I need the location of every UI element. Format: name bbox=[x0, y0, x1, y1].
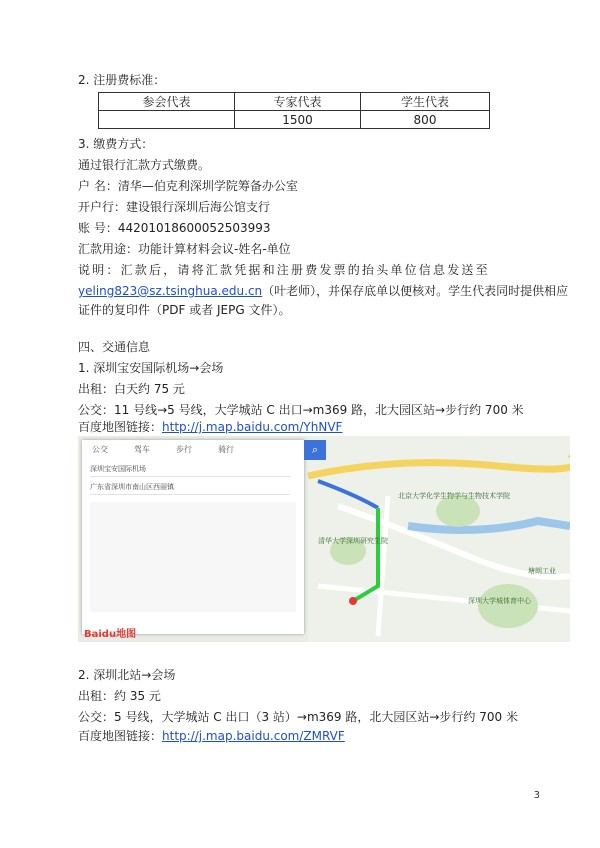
map-destination-field[interactable]: 广东省深圳市南山区西丽镇 bbox=[90, 480, 290, 495]
fee-value: 1500 bbox=[235, 111, 361, 129]
bank-name: 开户行：建设银行深圳后海公馆支行 bbox=[78, 200, 271, 214]
payment-note-line3: 证件的复印件（PDF 或者 JEPG 文件）。 bbox=[78, 303, 291, 317]
route1-title: 1. 深圳宝安国际机场→会场 bbox=[78, 361, 224, 375]
account-number: 账 号：44201018600052503993 bbox=[78, 221, 271, 235]
route2-taxi: 出租：约 35 元 bbox=[78, 689, 161, 703]
route1-bus: 公交：11 号线→5 号线，大学城站 C 出口→m369 路，北大园区站→步行约 700 米 bbox=[78, 403, 524, 417]
traffic-heading: 四、交通信息 bbox=[78, 340, 151, 354]
baidu-logo: Baidu地图 bbox=[84, 629, 137, 640]
map-origin-field[interactable]: 深圳宝安国际机场 bbox=[90, 462, 290, 477]
payment-note: 说明：汇款后，请将汇款凭据和注册费发票的抬头单位信息发送至 bbox=[78, 263, 490, 277]
route-map bbox=[78, 436, 570, 642]
payment-note-line2 bbox=[78, 283, 568, 300]
account-name: 户 名：清华—伯克利深圳学院筹备办公室 bbox=[78, 179, 298, 193]
route1-map-line bbox=[78, 419, 342, 436]
payment-purpose: 汇款用途：功能计算材料会议-姓名-单位 bbox=[78, 242, 291, 256]
map-label: 塘朗工业 bbox=[528, 567, 556, 575]
route1-map-label: 百度地图链接： bbox=[78, 420, 163, 434]
fee-header: 参会代表 bbox=[99, 93, 235, 111]
route2-map-label: 百度地图链接： bbox=[78, 729, 163, 743]
map-label: 深圳大学城体育中心 bbox=[468, 597, 531, 605]
tab-bus[interactable]: 公交 bbox=[92, 445, 108, 454]
route-panel bbox=[82, 440, 304, 634]
route2-map-link[interactable]: http://j.map.baidu.com/ZMRVF bbox=[162, 729, 345, 743]
route1-map-link[interactable]: http://j.map.baidu.com/YhNVF bbox=[162, 420, 343, 434]
fee-header: 学生代表 bbox=[361, 93, 490, 111]
payment-note-text: （叶老师），并保存底单以便核对。学生代表同时提供相应 bbox=[262, 284, 569, 298]
route2-bus: 公交：5 号线，大学城站 C 出口（3 站）→m369 路，北大园区站→步行约 700 米 bbox=[78, 710, 518, 724]
route1-taxi: 出租：白天约 75 元 bbox=[78, 382, 185, 396]
map-label: 北京大学化学生物学与生物技术学院 bbox=[398, 492, 510, 500]
tab-drive[interactable]: 驾车 bbox=[134, 445, 150, 454]
route2-title: 2. 深圳北站→会场 bbox=[78, 668, 176, 682]
fee-header: 专家代表 bbox=[235, 93, 361, 111]
page-number: 3 bbox=[533, 790, 540, 801]
tab-walk[interactable]: 步行 bbox=[176, 445, 192, 454]
tab-bike[interactable]: 骑行 bbox=[218, 445, 234, 454]
payment-heading: 3. 缴费方式： bbox=[78, 137, 154, 151]
fee-table bbox=[98, 92, 490, 129]
fee-value: 800 bbox=[361, 111, 490, 129]
contact-email-link[interactable]: yeling823@sz.tsinghua.edu.cn bbox=[78, 284, 263, 298]
fee-heading: 2. 注册费标准： bbox=[78, 73, 166, 87]
search-icon[interactable]: ⌕ bbox=[304, 440, 326, 460]
payment-method: 通过银行汇款方式缴费。 bbox=[78, 158, 211, 172]
fee-value bbox=[99, 111, 235, 129]
map-label: 清华大学深圳研究生院 bbox=[318, 537, 388, 545]
route2-map-line bbox=[78, 728, 345, 745]
route-steps bbox=[90, 502, 296, 612]
